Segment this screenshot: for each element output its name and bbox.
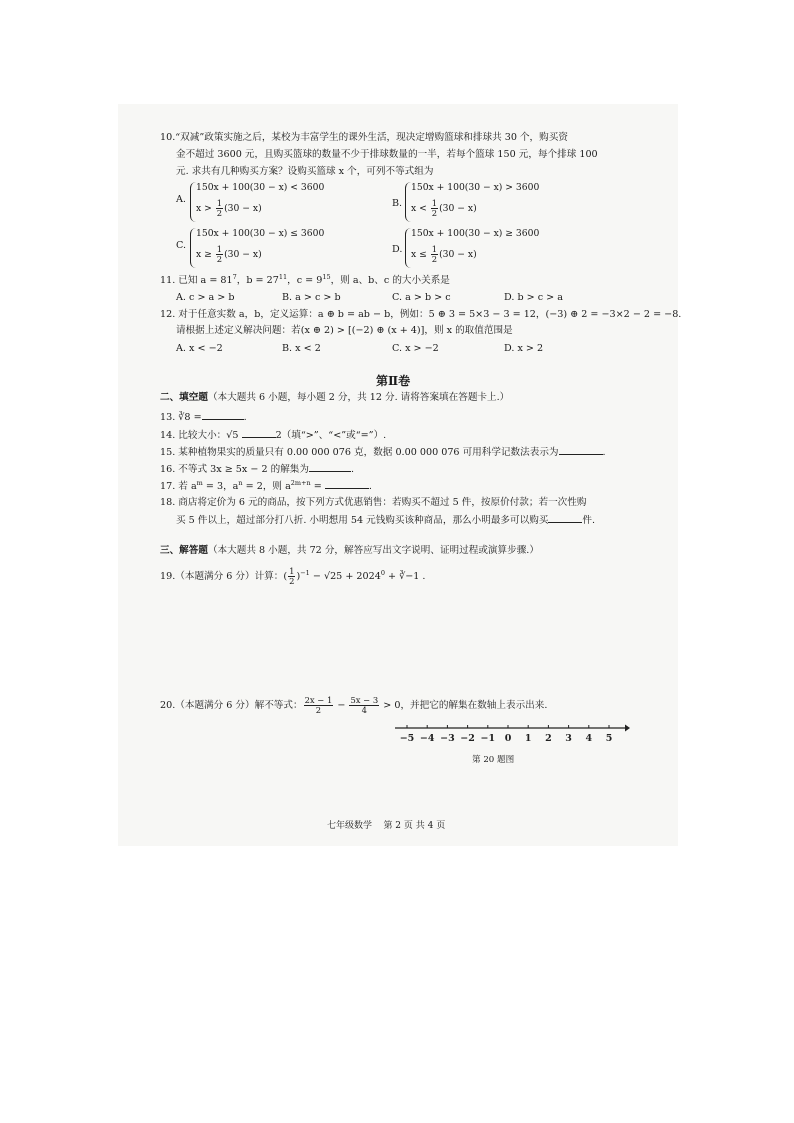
q15: 15. 某种植物果实的质量只有 0.00 000 076 克，数据 0.00 000 076 可用科学记数法表示为 . xyxy=(160,447,606,458)
number-line-tick-label: 5 xyxy=(605,733,613,744)
number-line-tick-label: 1 xyxy=(524,733,532,744)
q10-option-a-top: 150x + 100(30 − x) < 3600 xyxy=(196,182,325,193)
q11-option-b: B. a > c > b xyxy=(282,292,341,303)
q12-option-d: D. x > 2 xyxy=(504,343,544,354)
q12-option-b: B. x < 2 xyxy=(282,343,321,354)
q10-line2: 金不超过 3600 元，且购买篮球的数量不少于排球数量的一半，若每个篮球 150 元，每个排球 100 xyxy=(176,149,598,160)
section-3-heading: 三、解答题（本大题共 8 小题，共 72 分，解答应写出文字说明、证明过程或演算步骤.） xyxy=(160,545,539,556)
q14: 14. 比较大小：√5 2（填“>”、“<”或“=”）. xyxy=(160,430,387,441)
q14-answer-blank[interactable] xyxy=(242,428,276,438)
q10-option-d-bottom: x ≤ $\frac{1}{2}$ (30 − x) xyxy=(411,244,477,264)
q10-option-c-top: 150x + 100(30 − x) ≤ 3600 xyxy=(196,228,325,239)
q12-line1: 12. 对于任意实数 a，b，定义运算：a ⊕ b = ab − b，例如：5 ⊕ 3 = 5×3 − 3 = 12，(−3) ⊕ 2 = −3×2 − 2 = −8. xyxy=(160,309,682,320)
q16-answer-blank[interactable] xyxy=(309,462,351,472)
q10-option-c-label: C. xyxy=(176,240,187,251)
q10-line1: 10.“双减”政策实施之后，某校为丰富学生的课外生活，现决定增购篮球和排球共 30 个，购买资 xyxy=(160,132,568,143)
q12-line2: 请根据上述定义解决问题：若(x ⊕ 2) > [(−2) ⊕ (x + 4)]，则 x 的取值范围是 xyxy=(176,325,513,336)
q17: 17. 若 $a^m = 3$，$a^n = 2$，则 $a^{2m+n}$ = . xyxy=(160,478,372,492)
q15-answer-blank[interactable] xyxy=(559,445,603,455)
q20-figure-caption: 第 20 题图 xyxy=(472,755,515,765)
q11-option-c: C. a > b > c xyxy=(392,292,451,303)
q18-answer-blank[interactable] xyxy=(548,513,582,523)
number-line-tick-label: 2 xyxy=(545,733,552,744)
section-2-heading: 二、填空题（本大题共 6 小题，每小题 2 分，共 12 分. 请将答案填在答题卡上.） xyxy=(160,392,510,403)
part-2-title: 第Ⅱ卷 xyxy=(376,374,411,388)
number-line-tick-label: −3 xyxy=(440,733,455,744)
q10-option-b-bottom: x < $\frac{1}{2}$ (30 − x) xyxy=(411,198,477,218)
q11-option-d: D. b > c > a xyxy=(504,292,563,303)
q10-line3: 元. 求共有几种购买方案？设购买篮球 x 个，可列不等式组为 xyxy=(176,166,434,177)
q11-stem: 11. 已知 $a = 81^7$，$b = 27^{11}$，$c = 9^{15}$，则 a、b、c 的大小关系是 xyxy=(160,272,450,286)
q10-option-a-label: A. xyxy=(176,194,186,205)
page-footer: 七年级数学 第 2 页 共 4 页 xyxy=(327,821,446,831)
number-line-tick-label: −4 xyxy=(419,733,435,744)
q18-line1: 18. 商店将定价为 6 元的商品，按下列方式优惠销售：若购买不超过 5 件，按原价付款；若一次性购 xyxy=(160,497,587,508)
number-line-tick-label: −5 xyxy=(399,733,415,744)
q10-option-b-label: B. xyxy=(392,198,403,209)
q13: 13. ∛8 = . xyxy=(160,412,247,423)
q12-option-a: A. x < −2 xyxy=(176,343,223,354)
number-line-tick-label: −2 xyxy=(460,733,475,744)
q10-option-d-label: D. xyxy=(392,244,403,255)
number-line-tick-label: 0 xyxy=(504,733,512,744)
q10-option-d-top: 150x + 100(30 − x) ≥ 3600 xyxy=(411,228,540,239)
q10-option-c-bottom: x ≥ $\frac{1}{2}$ (30 − x) xyxy=(196,244,262,264)
q11-option-a: A. c > a > b xyxy=(176,292,235,303)
q12-option-c: C. x > −2 xyxy=(392,343,439,354)
q16: 16. 不等式 3x ≥ 5x − 2 的解集为 . xyxy=(160,464,355,475)
q20: 20.（本题满分 6 分）解不等式： $\frac{2x - 1}{2}$ − $\frac{5x - 3}{4}$ > 0，并把它的解集在数轴上表示出来. xyxy=(160,695,548,715)
number-line-tick-label: 4 xyxy=(585,733,593,744)
q10-option-a-bottom: x > $\frac{1}{2}$ (30 − x) xyxy=(196,198,262,218)
number-line-tick-label: −1 xyxy=(480,733,496,744)
q13-answer-blank[interactable] xyxy=(202,410,244,420)
number-line-tick-label: 3 xyxy=(565,733,572,744)
number-line-arrow xyxy=(625,725,630,732)
q17-answer-blank[interactable] xyxy=(325,479,369,489)
number-line[interactable] xyxy=(395,722,630,746)
q10-option-b-top: 150x + 100(30 − x) > 3600 xyxy=(411,182,540,193)
q18-line2: 买 5 件以上，超过部分打八折. 小明想用 54 元钱购买该种商品，那么小明最多可以购买 件. xyxy=(176,515,596,526)
q19: 19.（本题满分 6 分）计算：( $\frac{1}{2}$ )$^{-1} - √25 + 2024^0$ + ∛−1 . xyxy=(160,566,426,586)
